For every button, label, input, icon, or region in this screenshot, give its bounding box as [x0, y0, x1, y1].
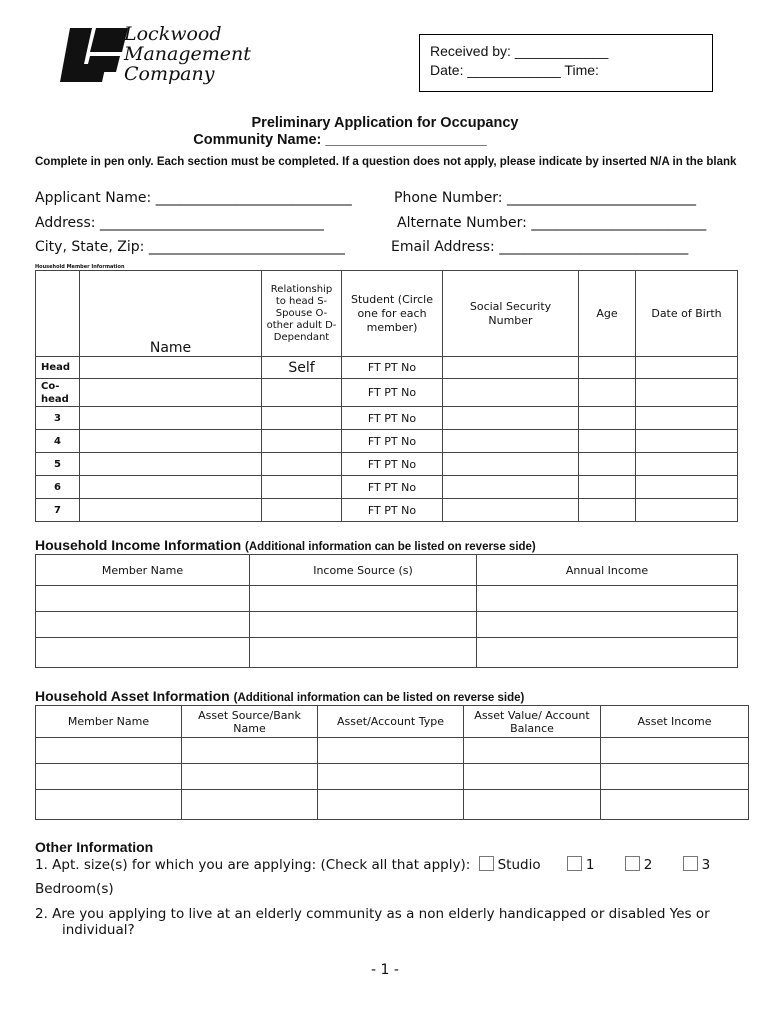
name-cell[interactable]: [80, 476, 262, 499]
checkbox-icon[interactable]: [567, 856, 582, 871]
name-cell[interactable]: [80, 430, 262, 453]
asset-type-cell[interactable]: [318, 764, 464, 790]
email-address-field[interactable]: Email Address: ___________________________: [391, 239, 689, 255]
asset-value-cell[interactable]: [464, 790, 601, 820]
income-note: (Additional information can be listed on reverse side): [245, 541, 536, 553]
relationship-cell[interactable]: [262, 476, 342, 499]
dob-cell[interactable]: [636, 357, 738, 379]
relationship-cell[interactable]: [262, 499, 342, 522]
row-label: 3: [36, 407, 80, 430]
name-cell[interactable]: [80, 379, 262, 407]
income-source-cell[interactable]: [250, 612, 477, 638]
relationship-cell[interactable]: Self: [262, 357, 342, 379]
name-header: Name: [80, 271, 262, 357]
dob-cell[interactable]: [636, 499, 738, 522]
age-cell[interactable]: [579, 453, 636, 476]
age-cell[interactable]: [579, 499, 636, 522]
relationship-cell[interactable]: [262, 430, 342, 453]
row-label: Head: [36, 357, 80, 379]
two-bedroom-option[interactable]: 2: [625, 857, 653, 873]
asset-source-cell[interactable]: [182, 738, 318, 764]
student-cell[interactable]: FT PT No: [342, 476, 443, 499]
income-table: [35, 554, 738, 668]
dob-cell[interactable]: [636, 453, 738, 476]
phone-number-field[interactable]: Phone Number: ___________________________: [394, 190, 696, 206]
household-member-label: Household Member Information: [35, 264, 125, 270]
asset-source-cell[interactable]: [182, 764, 318, 790]
dob-header: Date of Birth: [636, 271, 738, 357]
address-field[interactable]: Address: ________________________________: [35, 215, 324, 231]
member-name-cell[interactable]: [36, 586, 250, 612]
table-row: [36, 430, 738, 453]
member-name-header: Member Name: [36, 555, 250, 586]
page-number: - 1 -: [371, 962, 399, 978]
date-time-field[interactable]: Date: ____________ Time:: [430, 62, 599, 78]
annual-income-header: Annual Income: [477, 555, 738, 586]
name-cell[interactable]: [80, 407, 262, 430]
ssn-cell[interactable]: [443, 430, 579, 453]
table-row: [36, 764, 749, 790]
ssn-cell[interactable]: [443, 476, 579, 499]
relationship-cell[interactable]: [262, 453, 342, 476]
alternate-number-field[interactable]: Alternate Number: _________________________: [397, 215, 707, 231]
age-header: Age: [579, 271, 636, 357]
annual-income-cell[interactable]: [477, 638, 738, 668]
member-name-cell[interactable]: [36, 638, 250, 668]
income-source-cell[interactable]: [250, 638, 477, 668]
student-cell[interactable]: FT PT No: [342, 430, 443, 453]
annual-income-cell[interactable]: [477, 612, 738, 638]
table-row: [36, 453, 738, 476]
page-title: Preliminary Application for Occupancy: [251, 115, 519, 131]
ssn-cell[interactable]: [443, 379, 579, 407]
checkbox-icon[interactable]: [479, 856, 494, 871]
asset-heading: Household Asset Information (Additional information can be listed on reverse side): [35, 688, 525, 704]
table-row: [36, 738, 749, 764]
elderly-question: 2. Are you applying to live at an elderly community as a non elderly handicapped or disabled Yes or: [35, 906, 710, 922]
age-cell[interactable]: [579, 407, 636, 430]
community-name-field[interactable]: Community Name: ____________________: [193, 132, 487, 148]
relationship-header: Relationship to head S-Spouse O-other adult D-Dependant: [262, 271, 342, 357]
age-cell[interactable]: [579, 379, 636, 407]
annual-income-cell[interactable]: [477, 586, 738, 612]
asset-value-cell[interactable]: [464, 738, 601, 764]
checkbox-icon[interactable]: [625, 856, 640, 871]
asset-type-header: Asset/Account Type: [318, 706, 464, 738]
asset-type-cell[interactable]: [318, 738, 464, 764]
member-name-header: Member Name: [36, 706, 182, 738]
ssn-header: Social Security Number: [443, 271, 579, 357]
name-cell[interactable]: [80, 357, 262, 379]
row-label: Co-head: [36, 379, 80, 407]
relationship-cell[interactable]: [262, 379, 342, 407]
members-header-row: [36, 271, 738, 357]
three-bedroom-option[interactable]: 3: [683, 857, 711, 873]
one-bedroom-option[interactable]: 1: [567, 857, 595, 873]
row-label-header: [36, 271, 80, 357]
apt-size-question: 1. Apt. size(s) for which you are applying: (Check all that apply): Studio 1 2 3: [35, 857, 711, 873]
received-by-field[interactable]: Received by: ____________: [430, 43, 609, 59]
table-row: [36, 586, 738, 612]
age-cell[interactable]: [579, 476, 636, 499]
age-cell[interactable]: [579, 430, 636, 453]
row-label: 6: [36, 476, 80, 499]
dob-cell[interactable]: [636, 379, 738, 407]
member-name-cell[interactable]: [36, 764, 182, 790]
instructions: Complete in pen only. Each section must be completed. If a question does not apply, please indicate by inserted N/A in the blank: [35, 156, 737, 168]
student-cell[interactable]: FT PT No: [342, 357, 443, 379]
asset-value-cell[interactable]: [464, 764, 601, 790]
asset-income-cell[interactable]: [601, 790, 749, 820]
table-row: [36, 357, 738, 379]
table-row: [36, 790, 749, 820]
lockwood-logo-icon: [60, 28, 128, 82]
member-name-cell[interactable]: [36, 612, 250, 638]
company-name: Lockwood Management Company: [124, 23, 251, 85]
ssn-cell[interactable]: [443, 499, 579, 522]
asset-source-cell[interactable]: [182, 790, 318, 820]
row-label: 7: [36, 499, 80, 522]
table-row: [36, 407, 738, 430]
income-source-header: Income Source (s): [250, 555, 477, 586]
name-cell[interactable]: [80, 453, 262, 476]
asset-note: (Additional information can be listed on reverse side): [233, 692, 525, 704]
table-row: [36, 612, 738, 638]
asset-income-cell[interactable]: [601, 764, 749, 790]
asset-income-cell[interactable]: [601, 738, 749, 764]
received-box: [419, 34, 713, 92]
ssn-cell[interactable]: [443, 357, 579, 379]
table-row: [36, 476, 738, 499]
asset-value-header: Asset Value/ Account Balance: [464, 706, 601, 738]
city-state-zip-field[interactable]: City, State, Zip: ____________________________: [35, 239, 345, 255]
household-members-table: [35, 270, 738, 522]
other-info-heading: Other Information: [35, 839, 154, 855]
asset-type-cell[interactable]: [318, 790, 464, 820]
dob-cell[interactable]: [636, 476, 738, 499]
asset-income-header: Asset Income: [601, 706, 749, 738]
student-cell[interactable]: FT PT No: [342, 453, 443, 476]
income-heading: Household Income Information (Additional information can be listed on reverse side): [35, 537, 536, 553]
table-row: [36, 638, 738, 668]
student-cell[interactable]: FT PT No: [342, 379, 443, 407]
studio-option[interactable]: Studio: [479, 857, 541, 873]
income-source-cell[interactable]: [250, 586, 477, 612]
applicant-name-field[interactable]: Applicant Name: ____________________________: [35, 190, 352, 206]
student-cell[interactable]: FT PT No: [342, 407, 443, 430]
member-name-cell[interactable]: [36, 790, 182, 820]
dob-cell[interactable]: [636, 407, 738, 430]
dob-cell[interactable]: [636, 430, 738, 453]
ssn-cell[interactable]: [443, 407, 579, 430]
name-cell[interactable]: [80, 499, 262, 522]
table-row: [36, 499, 738, 522]
ssn-cell[interactable]: [443, 453, 579, 476]
table-row: [36, 379, 738, 407]
asset-source-header: Asset Source/Bank Name: [182, 706, 318, 738]
row-label: 4: [36, 430, 80, 453]
asset-header-row: [36, 706, 749, 738]
student-header: Student (Circle one for each member): [342, 271, 443, 357]
income-header-row: [36, 555, 738, 586]
elderly-question-cont: individual?: [62, 922, 135, 938]
member-name-cell[interactable]: [36, 738, 182, 764]
asset-table: [35, 705, 749, 820]
student-cell[interactable]: FT PT No: [342, 499, 443, 522]
bedrooms-label: Bedroom(s): [35, 881, 114, 897]
checkbox-icon[interactable]: [683, 856, 698, 871]
age-cell[interactable]: [579, 357, 636, 379]
row-label: 5: [36, 453, 80, 476]
relationship-cell[interactable]: [262, 407, 342, 430]
